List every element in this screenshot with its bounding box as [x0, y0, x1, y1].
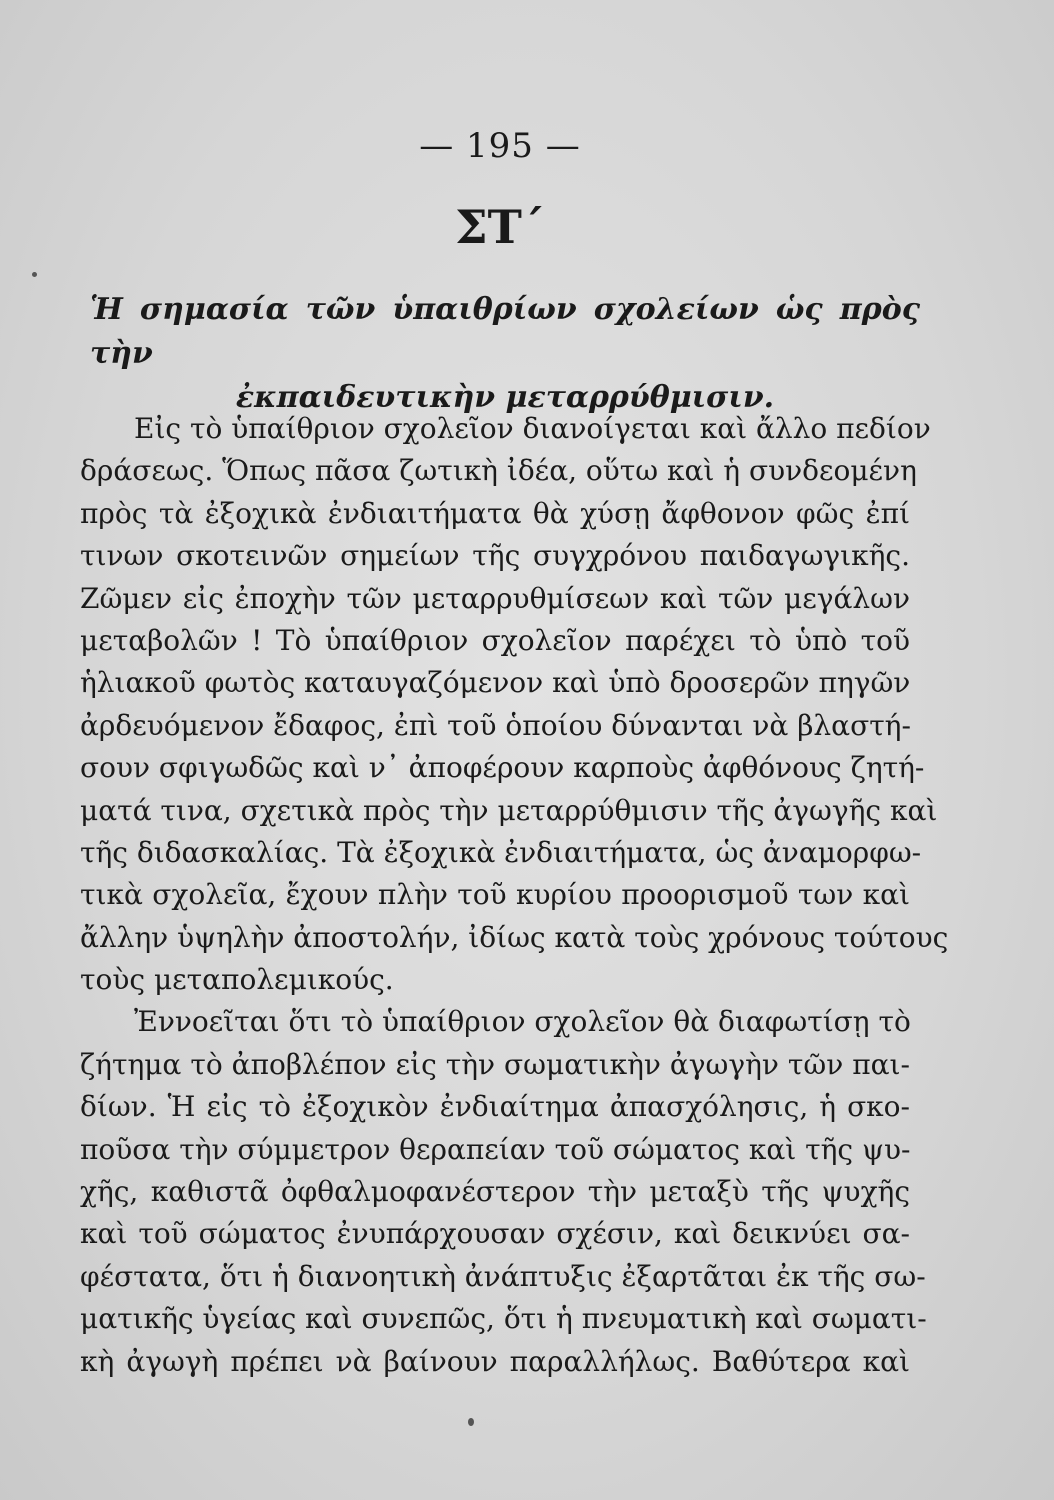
chapter-heading: [90, 288, 920, 420]
paragraph-line: δίων. Ἡ εἰς τὸ ἐξοχικὸν ἐνδιαίτημα ἀπασχόλησις, ἡ σκο-: [80, 1090, 910, 1124]
paragraph-line: ζήτημα τὸ ἀποβλέπον εἰς τὴν σωματικὴν ἀγωγὴν τῶν παι-: [80, 1047, 910, 1081]
paragraph-line: Εἰς τὸ ὑπαίθριον σχολεῖον διανοίγεται καὶ ἄλλο πεδίον: [134, 412, 931, 445]
paragraph-line: καὶ τοῦ σώματος ἐνυπάρχουσαν σχέσιν, καὶ δεικνύει σα-: [80, 1217, 910, 1251]
paragraph-line: σουν σφιγωδῶς καὶ ν᾽ ἀποφέρουν καρποὺς ἀφθόνους ζητή-: [80, 751, 925, 785]
paragraph-line: τινων σκοτεινῶν σημείων τῆς συγχρόνου παιδαγωγικῆς.: [80, 539, 910, 573]
paragraph-line: ποῦσα τὴν σύμμετρον θεραπείαν τοῦ σώματος καὶ τῆς ψυ-: [80, 1132, 911, 1166]
paragraph-line: ἄλλην ὑψηλὴν ἀποστολήν, ἰδίως κατὰ τοὺς χρόνους τούτους: [80, 920, 949, 954]
page-number: — 195 —: [419, 126, 581, 166]
paragraph-line: δράσεως. Ὅπως πᾶσα ζωτικὴ ἰδέα, οὕτω καὶ ἡ συνδεομένη: [80, 454, 917, 488]
chapter-number: ΣΤ΄: [455, 200, 545, 254]
paragraph-line: ματικῆς ὑγείας καὶ συνεπῶς, ὅτι ἡ πνευματικὴ καὶ σωματι-: [80, 1302, 927, 1336]
heading-line-2: ἐκπαιδευτικὴν μεταρρύθμισιν.: [235, 380, 775, 415]
paragraph-line: πρὸς τὰ ἐξοχικὰ ἐνδιαιτήματα θὰ χύσῃ ἄφθονον φῶς ἐπί: [80, 496, 910, 530]
paragraph-line: φέστατα, ὅτι ἡ διανοητικὴ ἀνάπτυξις ἐξαρτᾶται ἐκ τῆς σω-: [80, 1259, 926, 1293]
paragraph-line: ἀρδευόμενον ἔδαφος, ἐπὶ τοῦ ὁποίου δύνανται νὰ βλαστή-: [80, 708, 911, 742]
heading-line-1: Ἡ σημασία τῶν ὑπαιθρίων σχολείων ὡς πρὸς τὴν: [90, 292, 920, 371]
body-text: [80, 408, 949, 1383]
paragraph-line: τῆς διδασκαλίας. Τὰ ἐξοχικὰ ἐνδιαιτήματα, ὡς ἀναμορφω-: [80, 835, 922, 869]
paragraph-line: ἡλιακοῦ φωτὸς καταυγαζόμενον καὶ ὑπὸ δροσερῶν πηγῶν: [80, 666, 911, 700]
print-speck: [32, 272, 37, 277]
paragraph-line: κὴ ἀγωγὴ πρέπει νὰ βαίνουν παραλλήλως. Βαθύτερα καὶ: [80, 1344, 910, 1378]
paragraph-line: τικὰ σχολεῖα, ἔχουν πλὴν τοῦ κυρίου προορισμοῦ των καὶ: [80, 878, 910, 912]
paragraph-line: χῆς, καθιστᾶ ὀφθαλμοφανέστερον τὴν μεταξὺ τῆς ψυχῆς: [80, 1175, 910, 1209]
print-speck: [468, 1418, 474, 1426]
paragraph-line: ματά τινα, σχετικὰ πρὸς τὴν μεταρρύθμισιν τῆς ἀγωγῆς καὶ: [80, 793, 938, 827]
paragraph-line: Ζῶμεν εἰς ἐποχὴν τῶν μεταρρυθμίσεων καὶ τῶν μεγάλων: [80, 581, 910, 615]
paragraph-line: μεταβολῶν ! Τὸ ὑπαίθριον σχολεῖον παρέχει τὸ ὑπὸ τοῦ: [80, 623, 910, 657]
paragraph-line: Ἐννοεῖται ὅτι τὸ ὑπαίθριον σχολεῖον θὰ διαφωτίσῃ τὸ: [134, 1005, 911, 1039]
paragraph-line: τοὺς μεταπολεμικούς.: [80, 963, 394, 997]
